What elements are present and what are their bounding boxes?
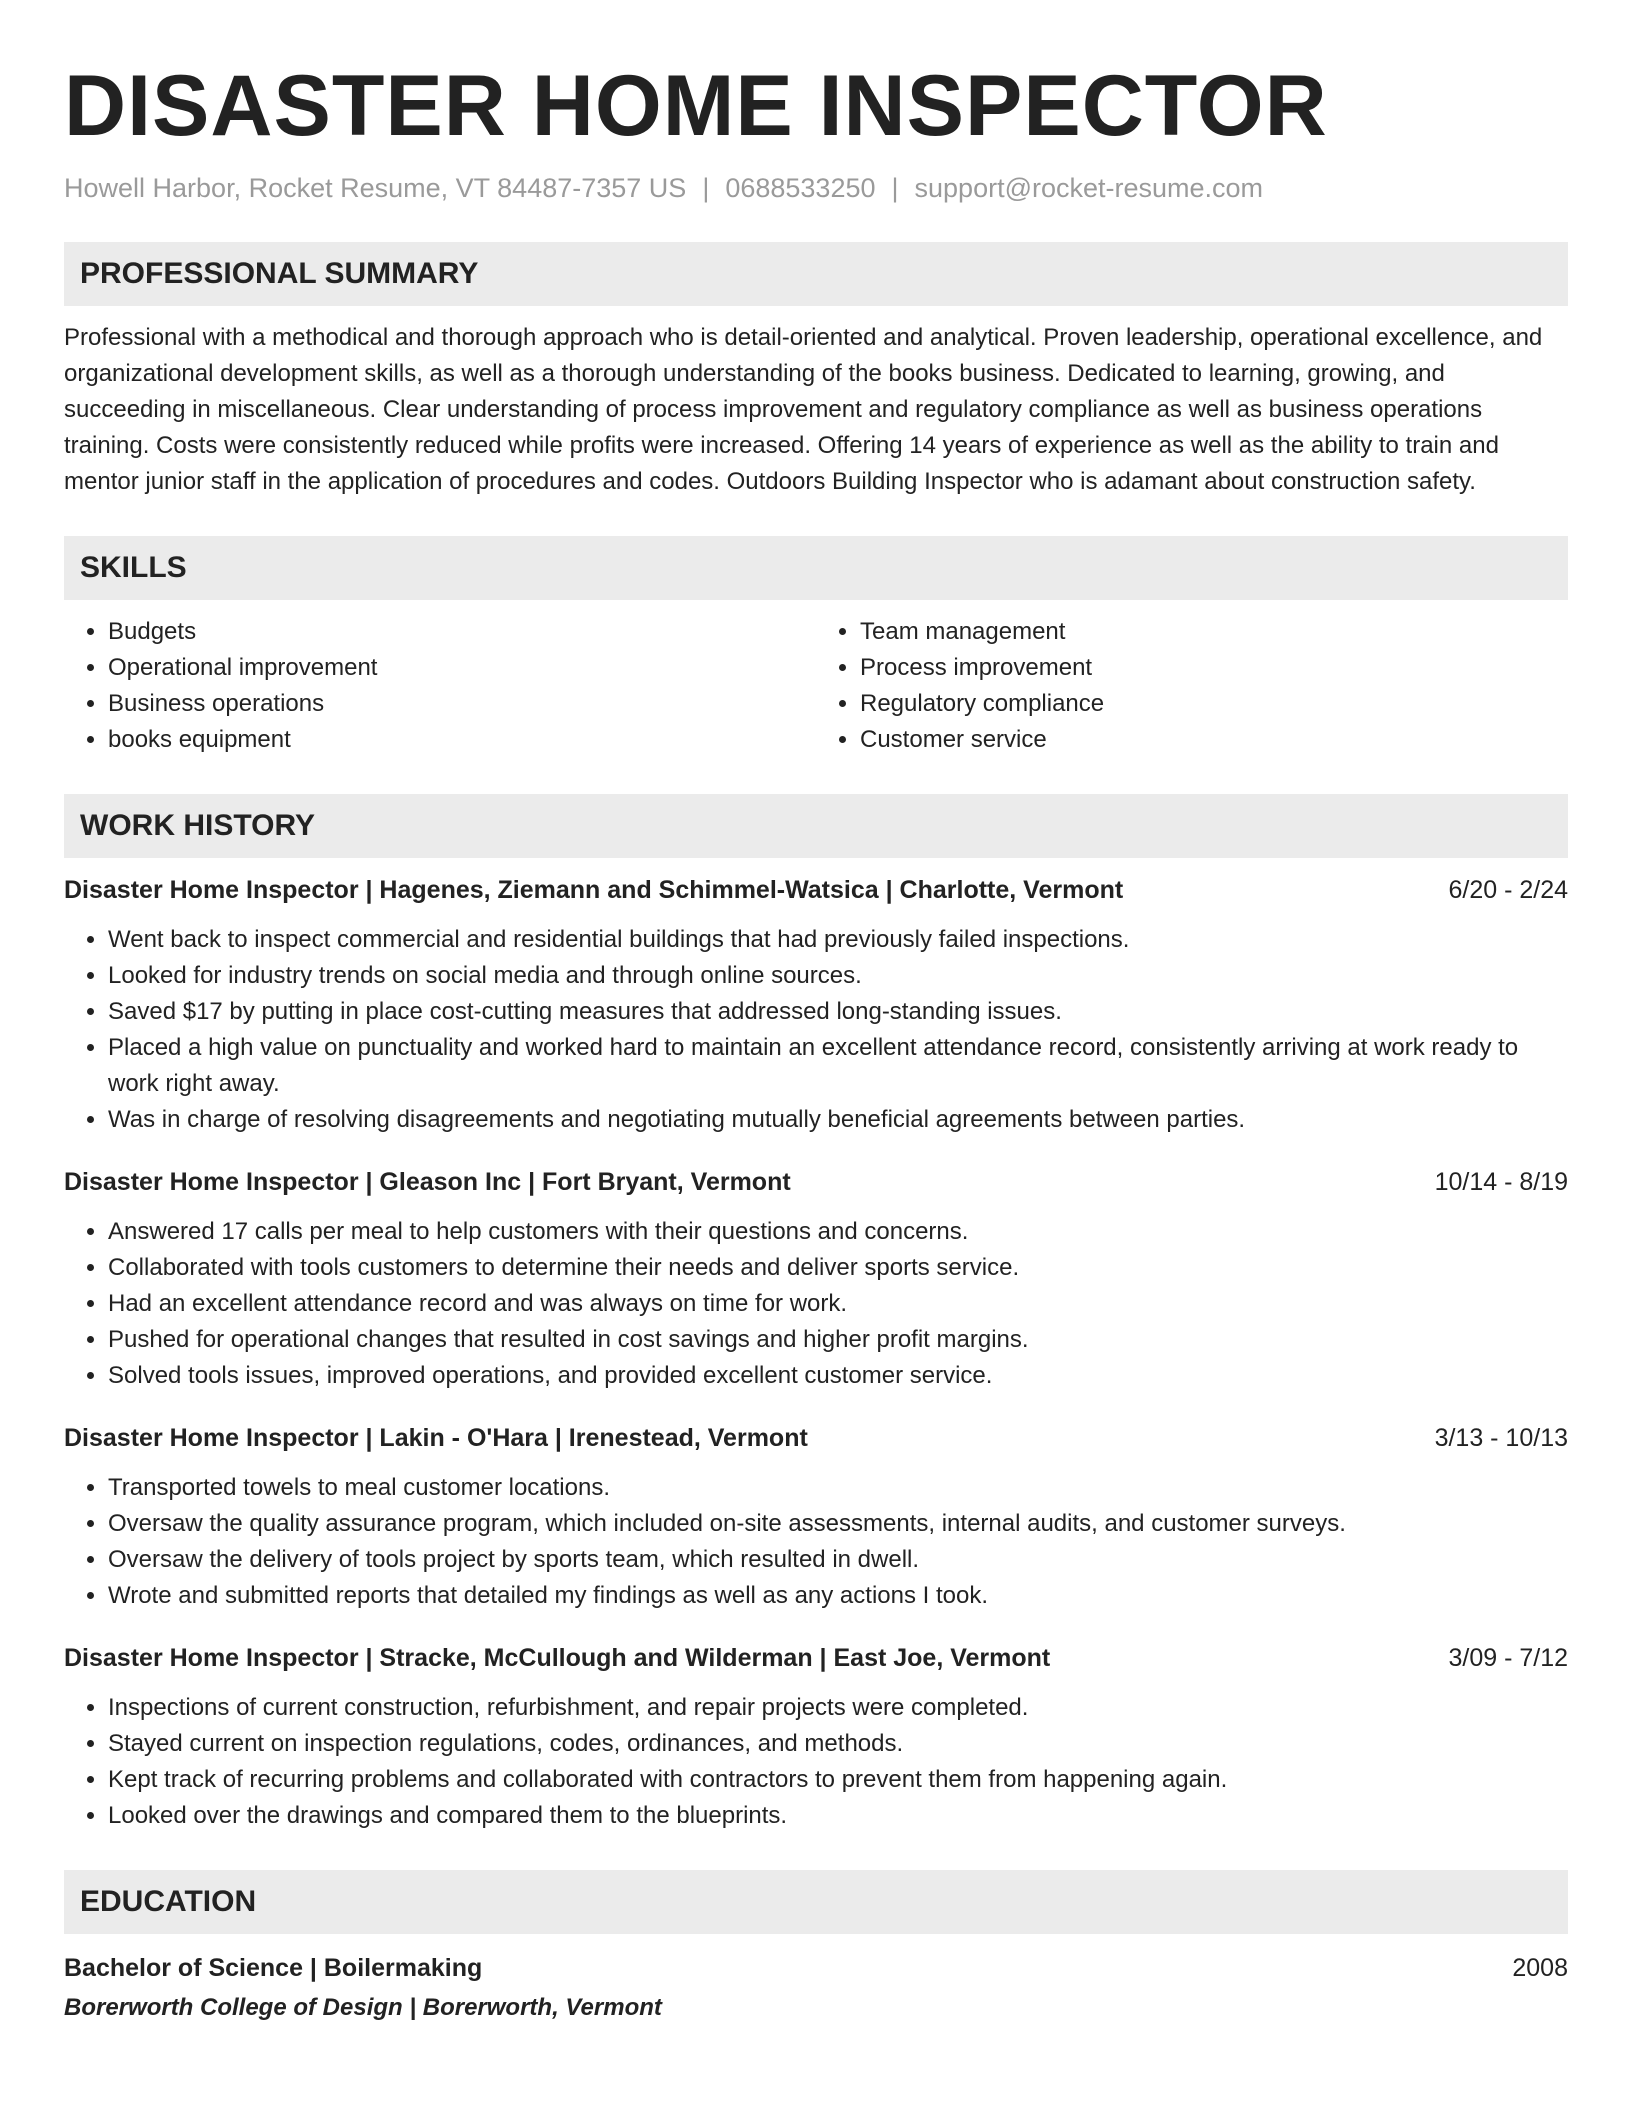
job-bullets <box>64 1470 1568 1614</box>
job-dates: 6/20 - 2/24 <box>1448 876 1568 904</box>
skills-list <box>64 614 1568 758</box>
education-entry <box>64 1950 1568 2026</box>
job-heading <box>64 1640 1568 1676</box>
job-dates: 3/13 - 10/13 <box>1434 1424 1568 1452</box>
job-title: Disaster Home Inspector | Hagenes, Ziemann and Schimmel-Watsica | Charlotte, Vermont <box>64 876 1124 904</box>
job-bullet: • Oversaw the quality assurance program, which included on-site assessments, internal audits, and customer surveys. <box>108 1506 1568 1542</box>
contact-phone: 0688533250 <box>725 173 876 203</box>
job-entry <box>64 1420 1568 1614</box>
job-bullets <box>64 1214 1568 1394</box>
section-header-summary: PROFESSIONAL SUMMARY <box>64 242 1568 306</box>
job-bullet: • Looked for industry trends on social media and through online sources. <box>108 958 1568 994</box>
job-bullet: • Had an excellent attendance record and was always on time for work. <box>108 1286 1568 1322</box>
skills-column-left <box>64 614 816 758</box>
job-title: Disaster Home Inspector | Stracke, McCullough and Wilderman | East Joe, Vermont <box>64 1644 1051 1672</box>
job-title: Disaster Home Inspector | Lakin - O'Hara | Irenestead, Vermont <box>64 1424 808 1452</box>
job-heading <box>64 872 1568 908</box>
skills-column-right <box>816 614 1568 758</box>
job-bullet: • Wrote and submitted reports that detailed my findings as well as any actions I took. <box>108 1578 1568 1614</box>
skill-item: • Operational improvement <box>108 650 816 686</box>
job-bullet: • Was in charge of resolving disagreements and negotiating mutually beneficial agreements between parties. <box>108 1102 1568 1138</box>
contact-separator: | <box>891 173 899 203</box>
section-header-education: EDUCATION <box>64 1870 1568 1934</box>
skill-item: • Team management <box>860 614 1568 650</box>
skill-item: • Budgets <box>108 614 816 650</box>
job-bullet: • Collaborated with tools customers to determine their needs and deliver sports service. <box>108 1250 1568 1286</box>
job-heading <box>64 1420 1568 1456</box>
summary-text: Professional with a methodical and thorough approach who is detail-oriented and analytical. Proven leadership, operational excellence, and organizational development skills, as well as a thorough understanding of the books business. Dedicated to learning, growing, and succeeding in miscellaneous. Clear understanding of process improvement and regulatory compliance as well as business operations training. Costs were consistently reduced while profits were increased. Offering 14 years of experience as well as the ability to train and mentor junior staff in the application of procedures and codes. Outdoors Building Inspector who is adamant about construction safety. <box>64 324 1543 495</box>
contact-line <box>64 170 1568 206</box>
job-bullet: • Pushed for operational changes that resulted in cost savings and higher profit margins. <box>108 1322 1568 1358</box>
job-bullets <box>64 1690 1568 1834</box>
skill-item: • Business operations <box>108 686 816 722</box>
job-entry <box>64 1640 1568 1834</box>
job-bullet: • Solved tools issues, improved operations, and provided excellent customer service. <box>108 1358 1568 1394</box>
education-year: 2008 <box>1512 1954 1568 1982</box>
job-heading <box>64 1164 1568 1200</box>
job-bullet: • Placed a high value on punctuality and worked hard to maintain an excellent attendance record, consistently arriving at work ready to work right away. <box>108 1030 1568 1102</box>
job-title: Disaster Home Inspector | Gleason Inc | Fort Bryant, Vermont <box>64 1168 791 1196</box>
job-bullet: • Stayed current on inspection regulations, codes, ordinances, and methods. <box>108 1726 1568 1762</box>
skill-item: • books equipment <box>108 722 816 758</box>
job-entry <box>64 872 1568 1138</box>
job-bullet: • Went back to inspect commercial and residential buildings that had previously failed inspections. <box>108 922 1568 958</box>
contact-address: Howell Harbor, Rocket Resume, VT 84487-7357 US <box>64 173 687 203</box>
section-header-work-history: WORK HISTORY <box>64 794 1568 858</box>
education-school: Borerworth College of Design | Borerworth, Vermont <box>64 1994 662 2021</box>
job-dates: 3/09 - 7/12 <box>1448 1644 1568 1672</box>
skill-item: • Regulatory compliance <box>860 686 1568 722</box>
job-bullets <box>64 922 1568 1138</box>
job-bullet: • Answered 17 calls per meal to help customers with their questions and concerns. <box>108 1214 1568 1250</box>
job-bullet: • Kept track of recurring problems and collaborated with contractors to prevent them from happening again. <box>108 1762 1568 1798</box>
education-heading <box>64 1950 1568 1986</box>
section-header-skills: SKILLS <box>64 536 1568 600</box>
skill-item: • Process improvement <box>860 650 1568 686</box>
job-dates: 10/14 - 8/19 <box>1434 1168 1568 1196</box>
job-bullet: • Looked over the drawings and compared them to the blueprints. <box>108 1798 1568 1834</box>
job-entry <box>64 1164 1568 1394</box>
education-degree: Bachelor of Science | Boilermaking <box>64 1954 483 1982</box>
contact-separator: | <box>702 173 710 203</box>
skill-item: • Customer service <box>860 722 1568 758</box>
contact-email: support@rocket-resume.com <box>914 173 1264 203</box>
job-bullet: • Oversaw the delivery of tools project by sports team, which resulted in dwell. <box>108 1542 1568 1578</box>
job-bullet: • Saved $17 by putting in place cost-cutting measures that addressed long-standing issues. <box>108 994 1568 1030</box>
job-bullet: • Transported towels to meal customer locations. <box>108 1470 1568 1506</box>
resume-name: DISASTER HOME INSPECTOR <box>64 58 1328 154</box>
job-bullet: • Inspections of current construction, refurbishment, and repair projects were completed. <box>108 1690 1568 1726</box>
